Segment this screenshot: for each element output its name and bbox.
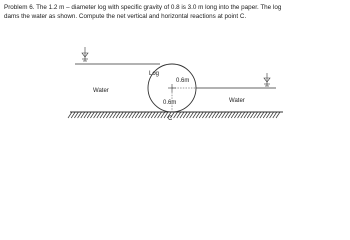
log-label: Log [149,71,160,77]
depth-label: 0.6m [163,100,177,106]
ground-hatching [68,112,280,118]
right-free-surface-icon [264,73,270,86]
point-c-label: C [168,116,173,122]
left-water-label: Water [93,88,109,94]
radius-label: 0.6m [176,78,190,84]
left-free-surface-icon [82,47,88,61]
problem-line-1: Problem 6. The 1.2 m – diameter log with specific gravity of 0.8 is 3.0 m long into the paper. The log [4,4,282,11]
problem-line-2: dams the water as shown. Compute the net vertical and horizontal reactions at point C. [4,13,247,20]
right-water-label: Water [229,98,245,104]
